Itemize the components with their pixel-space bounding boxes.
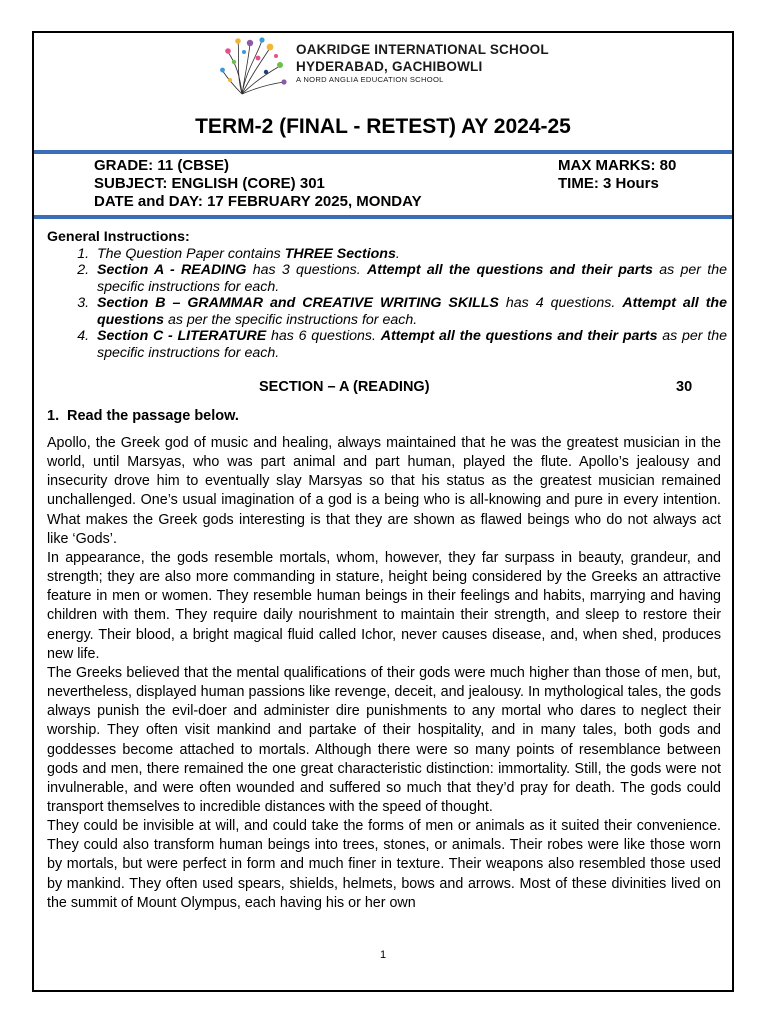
passage-paragraph: They could be invisible at will, and could take the forms of men or animals as it suited their convenience. They could also transform human beings into trees, stones, or animals. Their robes were like those worn by mortals, but were perfect in form and much finer in texture. Their weapons also resembled those used by mankind. They often used spears, shields, helmets, bows and arrows. Most of these divinities lived on the summit of Mount Olympus, each having his or her own: [47, 818, 721, 911]
subject-text: SUBJECT: ENGLISH (CORE) 301: [94, 175, 325, 192]
question-1: [47, 408, 239, 424]
bottom-divider: [34, 215, 732, 219]
school-logo-icon: [220, 36, 290, 98]
question-number: 1.: [47, 408, 60, 424]
instructions-heading: General Instructions:: [47, 229, 190, 245]
instruction-item: 2. Section A - READING has 3 questions. Attempt all the questions and their parts as per the specific instructions for each.: [93, 262, 727, 295]
time-text: TIME: 3 Hours: [558, 175, 659, 192]
school-tagline: A NORD ANGLIA EDUCATION SCHOOL: [296, 75, 444, 84]
school-name-block: [296, 43, 549, 84]
page-number: 1: [379, 949, 387, 961]
passage-paragraph: Apollo, the Greek god of music and healing, always maintained that he was the greatest musician in the world, until Marsyas, who was part animal and part human, played the flute. Apollo’s jealousy and insecurity drove him to eventually slay Marsyas so that his status as the greatest musician remained unchallenged. One’s usual imagination of a god is a being who is all-knowing and pure in every intention. What makes the Greek gods interesting is that they are shown as flawed beings who do not always act like ‘Gods’.: [47, 435, 721, 547]
passage-paragraph: The Greeks believed that the mental qualifications of their gods were much higher than those of men, but, nevertheless, displayed human passions like revenge, deceit, and jealousy. In mythological tales, the gods always punish the evil-doer and administer dire punishments to any mortal who dares to neglect their worship. They often visit mankind and partake of their hospitality, and in many tales, both gods and goddesses become attached to mortals. Although there were so many points of resemblance between gods and men, there remained the one great characteristic distinction: immortality. Still, the gods were not invulnerable, and were often wounded and suffered so much that they’d pray for death. The gods could transport themselves to incredible distances with the speed of thought.: [47, 664, 721, 815]
section-marks: 30: [676, 379, 693, 395]
exam-page: [32, 31, 734, 992]
exam-meta-left: [94, 157, 422, 211]
school-name: OAKRIDGE INTERNATIONAL SCHOOL: [296, 42, 549, 57]
section-title: SECTION – A (READING): [259, 379, 430, 395]
date-text: DATE and DAY: 17 FEBRUARY 2025, MONDAY: [94, 193, 422, 210]
max-marks-text: MAX MARKS: 80: [558, 157, 677, 174]
instructions-list: [47, 246, 727, 362]
reading-passage: [47, 434, 721, 913]
exam-title: TERM-2 (FINAL - RETEST) AY 2024-25: [195, 115, 571, 138]
general-instructions: [47, 229, 727, 361]
top-divider: [34, 150, 732, 154]
instruction-item: 4. Section C - LITERATURE has 6 questions. Attempt all the questions and their parts as per the specific instructions for each.: [93, 328, 727, 361]
school-location: HYDERABAD, GACHIBOWLI: [296, 58, 483, 74]
question-text: Read the passage below.: [67, 408, 239, 424]
instruction-item: 1. The Question Paper contains THREE Sections.: [93, 246, 727, 263]
grade-text: GRADE: 11 (CBSE): [94, 157, 230, 174]
exam-meta-right: [558, 157, 676, 193]
passage-paragraph: In appearance, the gods resemble mortals, whom, however, they far surpass in beauty, grandeur, and strength; they are also more commanding in stature, height being considered by the Greeks an attractive feature in men or women. They resemble human beings in their feelings and habits, marrying and having children with them. They require daily nourishment to maintain their strength, and sleep to restore their energy. Their blood, a bright magical fluid called Ichor, never causes disease, and, when shed, produces new life.: [47, 549, 721, 662]
instruction-item: 3. Section B – GRAMMAR and CREATIVE WRITING SKILLS has 4 questions. Attempt all the questions as per the specific instructions for each.: [93, 295, 727, 328]
